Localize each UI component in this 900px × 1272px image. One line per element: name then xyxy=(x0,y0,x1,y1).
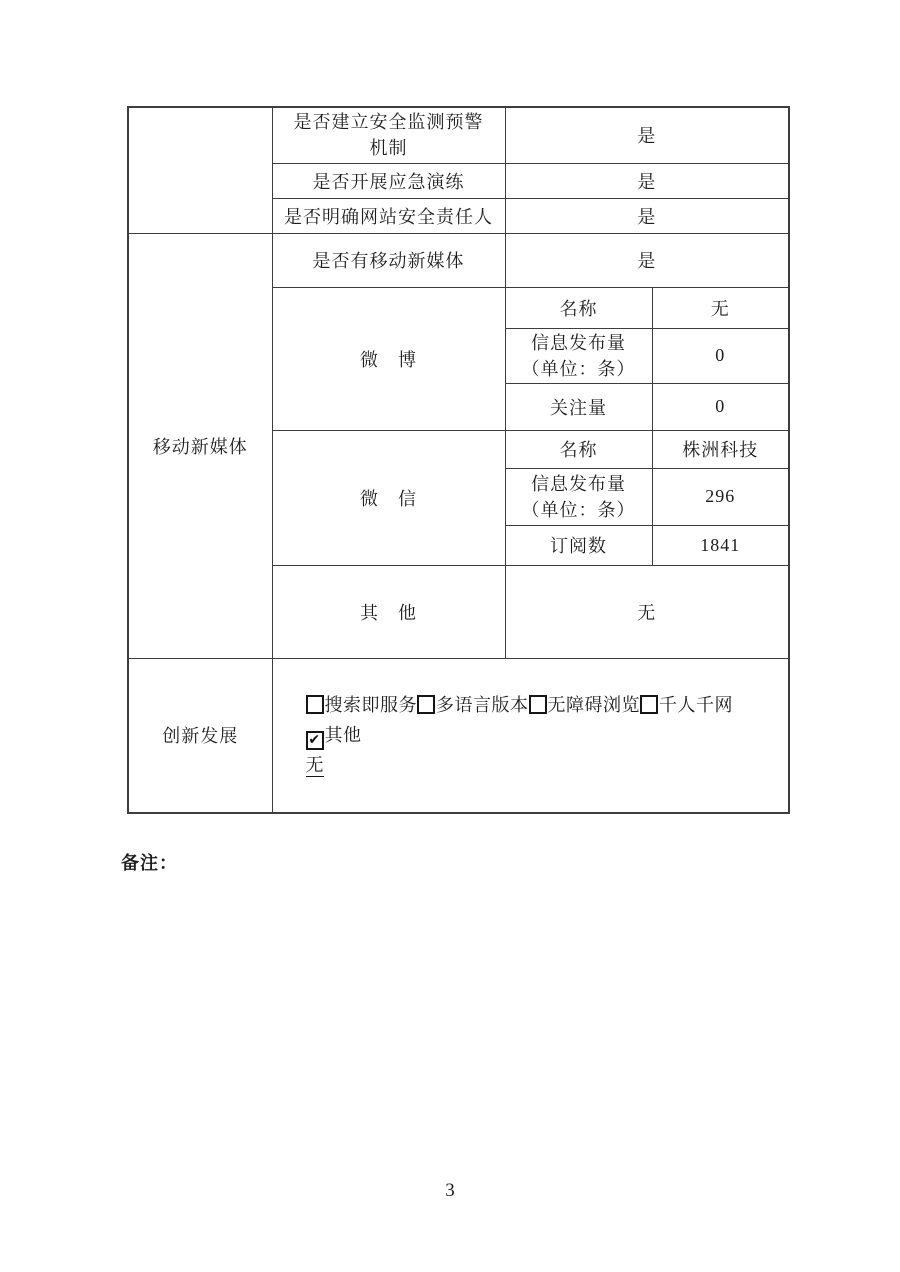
checkbox-option xyxy=(529,695,641,715)
wechat-name-value: 株洲科技 xyxy=(652,430,789,468)
weibo-posts-label-cell xyxy=(505,328,652,383)
weibo-posts-label-line2: （单位：条） xyxy=(521,358,636,379)
security-responsible-question: 是否明确网站安全责任人 xyxy=(272,198,505,233)
security-responsible-answer: 是 xyxy=(505,198,789,233)
security-monitor-question-line2: 机制 xyxy=(369,138,408,159)
checkbox-option xyxy=(306,725,362,749)
mobile-media-section-label: 移动新媒体 xyxy=(128,233,272,658)
security-monitor-question-line1: 是否建立安全监测预警 xyxy=(293,112,484,133)
has-mobile-media-answer: 是 xyxy=(505,233,789,287)
checkbox-option xyxy=(306,695,418,715)
prev-section-empty-cell xyxy=(128,107,272,233)
emergency-drill-question: 是否开展应急演练 xyxy=(272,163,505,198)
unchecked-checkbox-icon[interactable] xyxy=(640,695,658,714)
checked-checkbox-icon[interactable]: ✔ xyxy=(306,731,324,750)
checkbox-option-label: 其他 xyxy=(324,725,362,746)
wechat-name-label: 名称 xyxy=(505,430,652,468)
checkbox-option xyxy=(417,695,529,715)
unchecked-checkbox-icon[interactable] xyxy=(417,695,435,714)
other-media-group-label: 其 他 xyxy=(272,565,505,658)
wechat-group-label: 微 信 xyxy=(272,430,505,565)
checkbox-option-label: 千人千网 xyxy=(659,695,733,716)
weibo-posts-value: 0 xyxy=(652,328,789,383)
table-row xyxy=(128,233,789,287)
wechat-posts-value: 296 xyxy=(652,468,789,525)
wechat-subscribers-label: 订阅数 xyxy=(505,525,652,565)
innovation-other-value: 无 xyxy=(305,755,324,776)
weibo-name-value: 无 xyxy=(652,287,789,328)
other-media-value: 无 xyxy=(505,565,789,658)
innovation-options-cell xyxy=(272,658,789,813)
innovation-other-line xyxy=(306,750,785,780)
innovation-content xyxy=(273,690,789,780)
table-row xyxy=(128,658,789,813)
unchecked-checkbox-icon[interactable] xyxy=(529,695,547,714)
annual-report-table xyxy=(127,106,790,814)
security-monitor-answer: 是 xyxy=(505,107,789,163)
remark-label: 备注： xyxy=(121,853,178,873)
weibo-name-label: 名称 xyxy=(505,287,652,328)
innovation-options xyxy=(306,695,734,749)
wechat-posts-label-cell xyxy=(505,468,652,525)
wechat-posts-label-line2: （单位：条） xyxy=(521,499,636,520)
checkbox-option-label: 多语言版本 xyxy=(436,695,529,716)
innovation-section-label: 创新发展 xyxy=(128,658,272,813)
wechat-subscribers-value: 1841 xyxy=(652,525,789,565)
page-number: 3 xyxy=(445,1180,455,1201)
table-row xyxy=(128,107,789,163)
weibo-followers-label: 关注量 xyxy=(505,383,652,430)
weibo-followers-value: 0 xyxy=(652,383,789,430)
security-monitor-question-cell xyxy=(272,107,505,163)
emergency-drill-answer: 是 xyxy=(505,163,789,198)
checkbox-option-label: 无障碍浏览 xyxy=(547,695,640,716)
checkbox-option-label: 搜索即服务 xyxy=(324,695,417,716)
checkbox-option xyxy=(640,695,733,715)
weibo-posts-label-line1: 信息发布量 xyxy=(531,332,626,353)
weibo-group-label: 微 博 xyxy=(272,287,505,430)
wechat-posts-label-line1: 信息发布量 xyxy=(531,473,626,494)
has-mobile-media-question: 是否有移动新媒体 xyxy=(272,233,505,287)
unchecked-checkbox-icon[interactable] xyxy=(306,695,324,714)
